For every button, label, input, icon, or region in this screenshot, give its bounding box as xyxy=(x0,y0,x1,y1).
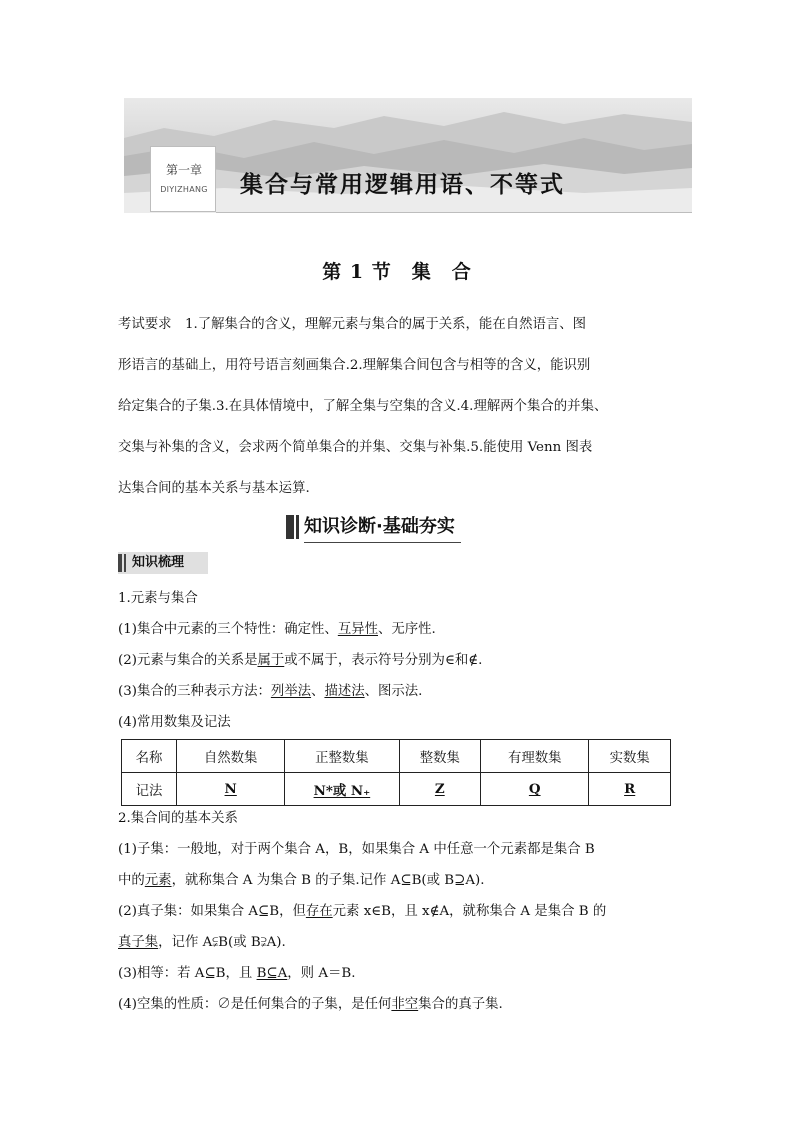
banner-bar-icon xyxy=(124,554,126,572)
text: 集合的真子集. xyxy=(418,997,503,1012)
chapter-label-box xyxy=(150,146,216,212)
requirement-line: 给定集合的子集.3.在具体情境中，了解全集与空集的含义.4.理解两个集合的并集、 xyxy=(118,399,608,414)
text: ，记作 A⫋B(或 B⫌A). xyxy=(158,935,286,950)
paragraph-proper-subset-line2 xyxy=(118,931,286,950)
requirement-line: 形语言的基础上，用符号语言刻画集合.2.理解集合间包含与相等的含义，能识别 xyxy=(118,358,591,373)
chapter-pinyin: DIYIZHANG xyxy=(160,185,208,194)
table-row xyxy=(122,773,671,806)
paragraph-empty-set xyxy=(118,993,503,1012)
text: 、图示法. xyxy=(364,684,423,699)
paragraph-number-sets: (4)常用数集及记法 xyxy=(118,715,231,730)
banner-bar-icon xyxy=(118,554,122,572)
requirement-line: 达集合间的基本关系与基本运算. xyxy=(118,481,310,496)
table-cell: 自然数集 xyxy=(177,740,285,773)
table-cell: 名称 xyxy=(122,740,177,773)
banner-bar-icon xyxy=(296,515,299,539)
underlined-answer: 真子集 xyxy=(118,935,159,950)
text: (2)真子集：如果集合 A⊆B，但 xyxy=(118,904,306,919)
number-sets-table xyxy=(121,739,671,806)
paragraph-representation-methods xyxy=(118,680,422,699)
table-cell: R xyxy=(589,773,671,806)
chapter-divider xyxy=(216,212,692,213)
table-cell: N xyxy=(177,773,285,806)
underlined-answer: 互异性 xyxy=(337,622,378,637)
table-cell: 实数集 xyxy=(589,740,671,773)
text: 、 xyxy=(311,684,325,699)
heading-set-relations: 2.集合间的基本关系 xyxy=(118,811,238,826)
text: 元素 x∈B，且 x∉A，就称集合 A 是集合 B 的 xyxy=(332,904,607,919)
underlined-answer: 存在 xyxy=(305,904,333,919)
table-cell: 有理数集 xyxy=(481,740,589,773)
text: (2)元素与集合的关系是 xyxy=(118,653,258,668)
knowledge-review-banner xyxy=(118,552,208,574)
text: ，则 A＝B. xyxy=(287,966,356,981)
text: ，就称集合 A 为集合 B 的子集.记作 A⊆B(或 B⊇A). xyxy=(171,873,485,888)
underlined-answer: 非空 xyxy=(391,997,419,1012)
table-cell: 整数集 xyxy=(399,740,481,773)
table-row xyxy=(122,740,671,773)
underlined-answer: 属于 xyxy=(257,653,285,668)
underlined-answer: B⊆A xyxy=(256,966,288,981)
underlined-answer: 列举法 xyxy=(270,684,312,699)
text: 、无序性. xyxy=(378,622,436,637)
paragraph-element-properties xyxy=(118,618,436,637)
underlined-answer: 元素 xyxy=(144,873,172,888)
paragraph-equality xyxy=(118,962,356,981)
requirement-line: 交集与补集的含义，会求两个简单集合的并集、交集与补集.5.能使用 Venn 图表 xyxy=(118,440,593,455)
knowledge-review-title: 知识梳理 xyxy=(132,555,185,570)
text: 或不属于，表示符号分别为∈和∉. xyxy=(284,653,483,668)
text: (1)集合中元素的三个特性：确定性、 xyxy=(118,622,338,637)
underlined-answer: 描述法 xyxy=(324,684,365,699)
text: (3)相等：若 A⊆B，且 xyxy=(118,966,257,981)
knowledge-banner-title: 知识诊断·基础夯实 xyxy=(304,512,461,543)
paragraph-element-relation xyxy=(118,649,482,668)
banner-bar-icon xyxy=(286,515,294,539)
text: (3)集合的三种表示方法： xyxy=(118,684,271,699)
section-title: 第 1 节 集 合 xyxy=(322,261,472,283)
chapter-label: 第一章 xyxy=(165,163,202,177)
exam-requirements xyxy=(118,304,678,509)
paragraph-proper-subset-line1 xyxy=(118,900,606,919)
table-cell: Q xyxy=(481,773,589,806)
text: 中的 xyxy=(118,873,145,888)
paragraph-subset-line2 xyxy=(118,869,485,888)
table-cell: N*或 N₊ xyxy=(285,773,399,806)
table-cell: 正整数集 xyxy=(285,740,399,773)
table-cell: 记法 xyxy=(122,773,177,806)
chapter-title: 集合与常用逻辑用语、不等式 xyxy=(240,172,565,198)
requirement-line: 考试要求 1.了解集合的含义，理解元素与集合的属于关系，能在自然语言、图 xyxy=(118,317,587,332)
heading-elements-and-sets: 1.元素与集合 xyxy=(118,591,198,606)
paragraph-subset-line1: (1)子集：一般地，对于两个集合 A，B，如果集合 A 中任意一个元素都是集合 B xyxy=(118,842,595,857)
table-cell: Z xyxy=(399,773,481,806)
text: (4)空集的性质：∅是任何集合的子集，是任何 xyxy=(118,997,392,1012)
